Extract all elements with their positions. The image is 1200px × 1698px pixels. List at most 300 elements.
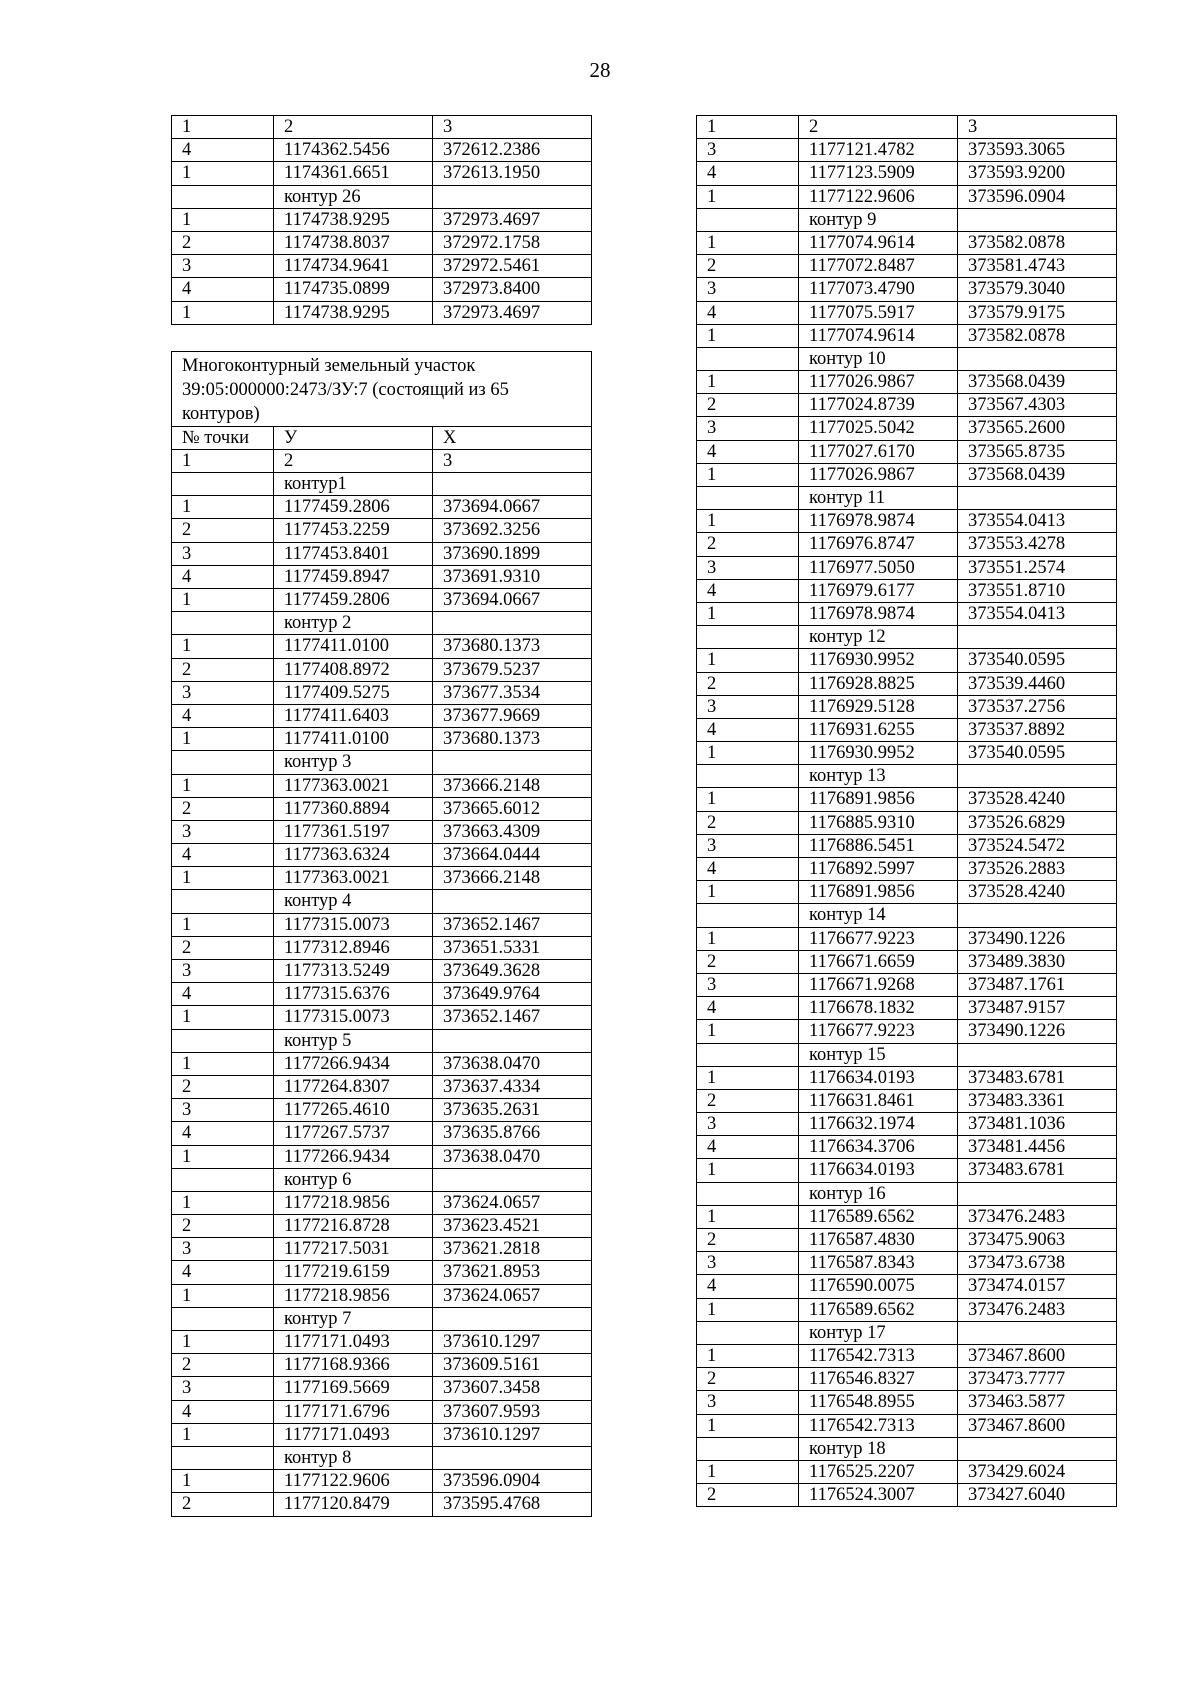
point-number-cell bbox=[697, 1437, 799, 1460]
x-coordinate-cell: 372973.4697 bbox=[433, 208, 592, 231]
y-coordinate-cell: 1176634.0193 bbox=[799, 1066, 958, 1089]
contour-header-row bbox=[697, 904, 1117, 927]
point-number-cell: 4 bbox=[172, 1122, 274, 1145]
point-number-cell: 1 bbox=[697, 231, 799, 254]
y-coordinate-cell: 1176976.8747 bbox=[799, 533, 958, 556]
x-coordinate-cell bbox=[433, 751, 592, 774]
x-coordinate-cell: 373524.5472 bbox=[958, 834, 1117, 857]
y-coordinate-cell: 1176632.1974 bbox=[799, 1113, 958, 1136]
right-column bbox=[696, 115, 1117, 1507]
y-coordinate-cell: 1176677.9223 bbox=[799, 1020, 958, 1043]
x-coordinate-cell: 373476.2483 bbox=[958, 1205, 1117, 1228]
table-row bbox=[697, 742, 1117, 765]
point-number-cell: 1 bbox=[697, 116, 799, 139]
table-row bbox=[172, 867, 592, 890]
x-coordinate-cell: 373476.2483 bbox=[958, 1298, 1117, 1321]
point-number-cell: 3 bbox=[172, 542, 274, 565]
point-number-cell: 3 bbox=[697, 556, 799, 579]
point-number-cell: 1 bbox=[697, 602, 799, 625]
x-coordinate-cell: 373609.5161 bbox=[433, 1354, 592, 1377]
table-row bbox=[697, 324, 1117, 347]
y-coordinate-cell: 1176886.5451 bbox=[799, 834, 958, 857]
coordinates-table-continued bbox=[171, 115, 592, 325]
x-coordinate-cell: 373595.4768 bbox=[433, 1493, 592, 1516]
x-coordinate-cell: 373593.9200 bbox=[958, 162, 1117, 185]
x-coordinate-cell: 373666.2148 bbox=[433, 774, 592, 797]
y-coordinate-cell: 1176524.3007 bbox=[799, 1484, 958, 1507]
point-number-cell bbox=[697, 1043, 799, 1066]
x-coordinate-cell: 373677.3534 bbox=[433, 681, 592, 704]
table-row bbox=[172, 1215, 592, 1238]
x-coordinate-cell: 373528.4240 bbox=[958, 881, 1117, 904]
table-row bbox=[172, 565, 592, 588]
y-coordinate-cell: 1176546.8327 bbox=[799, 1368, 958, 1391]
x-coordinate-cell: 373582.0878 bbox=[958, 324, 1117, 347]
point-number-cell bbox=[697, 765, 799, 788]
x-coordinate-cell: 373490.1226 bbox=[958, 1020, 1117, 1043]
x-coordinate-cell: 373652.1467 bbox=[433, 1006, 592, 1029]
contour-label: контур 17 bbox=[799, 1321, 958, 1344]
y-coordinate-cell: 1174735.0899 bbox=[274, 278, 433, 301]
x-coordinate-cell: 373567.4303 bbox=[958, 394, 1117, 417]
y-coordinate-cell: 1176548.8955 bbox=[799, 1391, 958, 1414]
point-number-cell: 3 bbox=[697, 139, 799, 162]
point-number-cell: № точки bbox=[172, 426, 274, 449]
x-coordinate-cell: 373607.3458 bbox=[433, 1377, 592, 1400]
point-number-cell: 4 bbox=[697, 579, 799, 602]
table-row bbox=[172, 519, 592, 542]
table-row bbox=[697, 997, 1117, 1020]
y-coordinate-cell: 1176634.3706 bbox=[799, 1136, 958, 1159]
y-coordinate-cell: 1176885.9310 bbox=[799, 811, 958, 834]
y-coordinate-cell: 1177218.9856 bbox=[274, 1284, 433, 1307]
y-coordinate-cell: 1176978.9874 bbox=[799, 602, 958, 625]
point-number-cell: 2 bbox=[697, 533, 799, 556]
point-number-cell: 1 bbox=[697, 1020, 799, 1043]
point-number-cell: 2 bbox=[697, 1229, 799, 1252]
table-row bbox=[172, 1400, 592, 1423]
point-number-cell: 1 bbox=[172, 1145, 274, 1168]
x-coordinate-cell: 373638.0470 bbox=[433, 1145, 592, 1168]
table-row bbox=[697, 1414, 1117, 1437]
x-coordinate-cell: 373621.8953 bbox=[433, 1261, 592, 1284]
point-number-cell: 1 bbox=[697, 927, 799, 950]
table-row bbox=[697, 1113, 1117, 1136]
contour-label: контур1 bbox=[274, 473, 433, 496]
table-row bbox=[697, 1066, 1117, 1089]
x-coordinate-cell: 373610.1297 bbox=[433, 1423, 592, 1446]
x-coordinate-cell: 372612.2386 bbox=[433, 139, 592, 162]
point-number-cell: 3 bbox=[697, 834, 799, 857]
x-coordinate-cell: 373528.4240 bbox=[958, 788, 1117, 811]
y-coordinate-cell: 1177459.2806 bbox=[274, 496, 433, 519]
y-coordinate-cell: 1177315.0073 bbox=[274, 1006, 433, 1029]
y-coordinate-cell: 1176678.1832 bbox=[799, 997, 958, 1020]
table-row bbox=[697, 1275, 1117, 1298]
x-coordinate-cell bbox=[433, 1307, 592, 1330]
y-coordinate-cell: У bbox=[274, 426, 433, 449]
y-coordinate-cell: 1176677.9223 bbox=[799, 927, 958, 950]
table-row bbox=[697, 185, 1117, 208]
table-row bbox=[697, 649, 1117, 672]
x-coordinate-cell: 372973.8400 bbox=[433, 278, 592, 301]
y-coordinate-cell: 1177171.0493 bbox=[274, 1331, 433, 1354]
point-number-cell: 4 bbox=[697, 1136, 799, 1159]
table-row bbox=[697, 695, 1117, 718]
point-number-cell: 4 bbox=[172, 278, 274, 301]
point-number-cell: 2 bbox=[172, 936, 274, 959]
contour-label: контур 18 bbox=[799, 1437, 958, 1460]
table-row bbox=[697, 440, 1117, 463]
y-coordinate-cell: 1177169.5669 bbox=[274, 1377, 433, 1400]
y-coordinate-cell: 1174361.6651 bbox=[274, 162, 433, 185]
y-coordinate-cell: 1176671.6659 bbox=[799, 950, 958, 973]
table-row bbox=[172, 278, 592, 301]
table-row bbox=[697, 858, 1117, 881]
point-number-cell: 2 bbox=[172, 1215, 274, 1238]
y-coordinate-cell: 1174734.9641 bbox=[274, 255, 433, 278]
table-row bbox=[697, 394, 1117, 417]
x-coordinate-cell: 373624.0657 bbox=[433, 1191, 592, 1214]
point-number-cell: 1 bbox=[172, 867, 274, 890]
y-coordinate-cell: 1176590.0075 bbox=[799, 1275, 958, 1298]
x-coordinate-cell bbox=[958, 487, 1117, 510]
table-row bbox=[697, 463, 1117, 486]
table-row bbox=[697, 1252, 1117, 1275]
point-number-cell: 2 bbox=[172, 519, 274, 542]
x-coordinate-cell: 372973.4697 bbox=[433, 301, 592, 324]
y-coordinate-cell: 1177122.9606 bbox=[799, 185, 958, 208]
point-number-cell: 2 bbox=[697, 811, 799, 834]
point-number-cell: 1 bbox=[172, 496, 274, 519]
table-row bbox=[697, 1460, 1117, 1483]
point-number-cell: 1 bbox=[697, 463, 799, 486]
x-coordinate-cell: 373579.9175 bbox=[958, 301, 1117, 324]
y-coordinate-cell: 1176891.9856 bbox=[799, 788, 958, 811]
table-row bbox=[172, 449, 592, 472]
point-number-cell: 1 bbox=[697, 1414, 799, 1437]
contour-label: контур 8 bbox=[274, 1446, 433, 1469]
y-coordinate-cell: 1177026.9867 bbox=[799, 463, 958, 486]
contour-label: контур 13 bbox=[799, 765, 958, 788]
y-coordinate-cell: 1176589.6562 bbox=[799, 1298, 958, 1321]
point-number-cell: 3 bbox=[172, 255, 274, 278]
y-coordinate-cell: 1177411.6403 bbox=[274, 704, 433, 727]
table-row bbox=[172, 231, 592, 254]
point-number-cell: 3 bbox=[172, 681, 274, 704]
point-number-cell: 1 bbox=[172, 301, 274, 324]
table-row bbox=[172, 1145, 592, 1168]
y-coordinate-cell: 1177315.0073 bbox=[274, 913, 433, 936]
point-number-cell: 4 bbox=[697, 162, 799, 185]
x-coordinate-cell: 3 bbox=[958, 116, 1117, 139]
x-coordinate-cell: 373637.4334 bbox=[433, 1075, 592, 1098]
x-coordinate-cell: 373540.0595 bbox=[958, 742, 1117, 765]
x-coordinate-cell: 372972.5461 bbox=[433, 255, 592, 278]
x-coordinate-cell: 373568.0439 bbox=[958, 463, 1117, 486]
x-coordinate-cell bbox=[958, 904, 1117, 927]
point-number-cell: 1 bbox=[172, 162, 274, 185]
x-coordinate-cell: 373487.9157 bbox=[958, 997, 1117, 1020]
x-coordinate-cell: 373664.0444 bbox=[433, 844, 592, 867]
point-number-cell bbox=[172, 751, 274, 774]
point-number-cell: 1 bbox=[697, 510, 799, 533]
y-coordinate-cell: 1177219.6159 bbox=[274, 1261, 433, 1284]
table-row bbox=[697, 417, 1117, 440]
y-coordinate-cell: 1177264.8307 bbox=[274, 1075, 433, 1098]
point-number-cell: 3 bbox=[697, 1252, 799, 1275]
y-coordinate-cell: 1176892.5997 bbox=[799, 858, 958, 881]
table-row bbox=[172, 1331, 592, 1354]
table-row bbox=[172, 1052, 592, 1075]
point-number-cell: 1 bbox=[172, 1423, 274, 1446]
y-coordinate-cell: 1177363.6324 bbox=[274, 844, 433, 867]
x-coordinate-cell: 373467.8600 bbox=[958, 1414, 1117, 1437]
table-row bbox=[172, 542, 592, 565]
x-coordinate-cell bbox=[433, 1029, 592, 1052]
contour-label: контур 15 bbox=[799, 1043, 958, 1066]
point-number-cell: 2 bbox=[172, 658, 274, 681]
y-coordinate-cell: 1177459.2806 bbox=[274, 589, 433, 612]
table-row bbox=[172, 1261, 592, 1284]
x-coordinate-cell: 373652.1467 bbox=[433, 913, 592, 936]
contour-label: контур 12 bbox=[799, 626, 958, 649]
y-coordinate-cell: 2 bbox=[799, 116, 958, 139]
x-coordinate-cell: 373679.5237 bbox=[433, 658, 592, 681]
x-coordinate-cell: 3 bbox=[433, 449, 592, 472]
point-number-cell bbox=[172, 1307, 274, 1330]
x-coordinate-cell: 373691.9310 bbox=[433, 565, 592, 588]
contour-label: контур 2 bbox=[274, 612, 433, 635]
table-row bbox=[172, 426, 592, 449]
multicontour-plot-table bbox=[171, 351, 592, 1517]
point-number-cell: 1 bbox=[697, 185, 799, 208]
x-coordinate-cell: 372972.1758 bbox=[433, 231, 592, 254]
y-coordinate-cell: 1176928.8825 bbox=[799, 672, 958, 695]
y-coordinate-cell: 1176525.2207 bbox=[799, 1460, 958, 1483]
contour-header-row bbox=[172, 1168, 592, 1191]
x-coordinate-cell: 373635.8766 bbox=[433, 1122, 592, 1145]
left-column bbox=[171, 115, 592, 1517]
y-coordinate-cell: 1177313.5249 bbox=[274, 960, 433, 983]
y-coordinate-cell: 1176929.5128 bbox=[799, 695, 958, 718]
table-row bbox=[172, 913, 592, 936]
y-coordinate-cell: 1174362.5456 bbox=[274, 139, 433, 162]
point-number-cell: 2 bbox=[172, 797, 274, 820]
table-row bbox=[172, 1470, 592, 1493]
contour-label: контур 16 bbox=[799, 1182, 958, 1205]
x-coordinate-cell bbox=[958, 1437, 1117, 1460]
y-coordinate-cell: 1177171.6796 bbox=[274, 1400, 433, 1423]
x-coordinate-cell bbox=[958, 1321, 1117, 1344]
x-coordinate-cell: 373429.6024 bbox=[958, 1460, 1117, 1483]
point-number-cell: 4 bbox=[172, 1261, 274, 1284]
table-row bbox=[697, 950, 1117, 973]
table-row bbox=[697, 1484, 1117, 1507]
y-coordinate-cell: 1177217.5031 bbox=[274, 1238, 433, 1261]
table-body bbox=[172, 116, 592, 325]
y-coordinate-cell: 2 bbox=[274, 116, 433, 139]
y-coordinate-cell: 1176634.0193 bbox=[799, 1159, 958, 1182]
y-coordinate-cell: 1176631.8461 bbox=[799, 1089, 958, 1112]
y-coordinate-cell: 1177361.5197 bbox=[274, 820, 433, 843]
y-coordinate-cell: 1176587.4830 bbox=[799, 1229, 958, 1252]
point-number-cell: 3 bbox=[697, 278, 799, 301]
point-number-cell: 3 bbox=[172, 1238, 274, 1261]
point-number-cell: 2 bbox=[697, 255, 799, 278]
contour-header-row bbox=[697, 1437, 1117, 1460]
table-row bbox=[172, 1354, 592, 1377]
table-row bbox=[172, 1006, 592, 1029]
table-row bbox=[172, 728, 592, 751]
y-coordinate-cell: 1177027.6170 bbox=[799, 440, 958, 463]
y-coordinate-cell: 1177363.0021 bbox=[274, 867, 433, 890]
x-coordinate-cell bbox=[433, 185, 592, 208]
x-coordinate-cell: 373665.6012 bbox=[433, 797, 592, 820]
contour-header-row bbox=[697, 487, 1117, 510]
table-row bbox=[172, 681, 592, 704]
point-number-cell: 4 bbox=[697, 1275, 799, 1298]
contour-header-row bbox=[172, 890, 592, 913]
x-coordinate-cell: 3 bbox=[433, 116, 592, 139]
y-coordinate-cell: 1177267.5737 bbox=[274, 1122, 433, 1145]
point-number-cell: 2 bbox=[697, 394, 799, 417]
table-row bbox=[697, 301, 1117, 324]
point-number-cell bbox=[697, 904, 799, 927]
contour-label: контур 6 bbox=[274, 1168, 433, 1191]
point-number-cell: 2 bbox=[172, 1354, 274, 1377]
point-number-cell: 3 bbox=[697, 973, 799, 996]
point-number-cell: 1 bbox=[172, 208, 274, 231]
y-coordinate-cell: 1177123.5909 bbox=[799, 162, 958, 185]
page-number: 28 bbox=[589, 58, 611, 82]
point-number-cell: 1 bbox=[172, 116, 274, 139]
table-title-row bbox=[172, 351, 592, 426]
contour-header-row bbox=[172, 751, 592, 774]
table-row bbox=[697, 116, 1117, 139]
table-row bbox=[172, 844, 592, 867]
x-coordinate-cell: 373483.6781 bbox=[958, 1066, 1117, 1089]
table-row bbox=[172, 1423, 592, 1446]
x-coordinate-cell: 373680.1373 bbox=[433, 728, 592, 751]
y-coordinate-cell: 1177453.2259 bbox=[274, 519, 433, 542]
point-number-cell: 1 bbox=[697, 1159, 799, 1182]
point-number-cell: 3 bbox=[172, 1377, 274, 1400]
point-number-cell: 2 bbox=[697, 1089, 799, 1112]
y-coordinate-cell: 1177411.0100 bbox=[274, 635, 433, 658]
point-number-cell: 1 bbox=[172, 635, 274, 658]
x-coordinate-cell: 373427.6040 bbox=[958, 1484, 1117, 1507]
point-number-cell: 2 bbox=[697, 1484, 799, 1507]
table-row bbox=[697, 1020, 1117, 1043]
x-coordinate-cell: 373694.0667 bbox=[433, 589, 592, 612]
y-coordinate-cell: 1177121.4782 bbox=[799, 139, 958, 162]
x-coordinate-cell: 373593.3065 bbox=[958, 139, 1117, 162]
table-row bbox=[697, 139, 1117, 162]
point-number-cell: 1 bbox=[172, 1284, 274, 1307]
table-row bbox=[697, 881, 1117, 904]
x-coordinate-cell: 373663.4309 bbox=[433, 820, 592, 843]
y-coordinate-cell: 1177026.9867 bbox=[799, 371, 958, 394]
point-number-cell: 2 bbox=[697, 672, 799, 695]
y-coordinate-cell: 1177122.9606 bbox=[274, 1470, 433, 1493]
table-row bbox=[697, 255, 1117, 278]
x-coordinate-cell: 373623.4521 bbox=[433, 1215, 592, 1238]
x-coordinate-cell: 373537.2756 bbox=[958, 695, 1117, 718]
point-number-cell bbox=[697, 626, 799, 649]
point-number-cell: 1 bbox=[697, 788, 799, 811]
table-row bbox=[697, 718, 1117, 741]
contour-header-row bbox=[697, 347, 1117, 370]
x-coordinate-cell: 373553.4278 bbox=[958, 533, 1117, 556]
x-coordinate-cell: 373554.0413 bbox=[958, 602, 1117, 625]
table-row bbox=[172, 797, 592, 820]
contour-header-row bbox=[697, 208, 1117, 231]
y-coordinate-cell: 1177168.9366 bbox=[274, 1354, 433, 1377]
table-row bbox=[172, 820, 592, 843]
point-number-cell: 1 bbox=[697, 371, 799, 394]
table-row bbox=[697, 1368, 1117, 1391]
x-coordinate-cell bbox=[958, 347, 1117, 370]
y-coordinate-cell: 1177120.8479 bbox=[274, 1493, 433, 1516]
x-coordinate-cell: 373649.3628 bbox=[433, 960, 592, 983]
x-coordinate-cell bbox=[433, 1446, 592, 1469]
point-number-cell: 4 bbox=[172, 983, 274, 1006]
y-coordinate-cell: 1176542.7313 bbox=[799, 1344, 958, 1367]
table-row bbox=[172, 658, 592, 681]
point-number-cell: 4 bbox=[172, 139, 274, 162]
table-row bbox=[697, 834, 1117, 857]
x-coordinate-cell: 373596.0904 bbox=[958, 185, 1117, 208]
x-coordinate-cell: 373581.4743 bbox=[958, 255, 1117, 278]
table-row bbox=[172, 983, 592, 1006]
y-coordinate-cell: 1177171.0493 bbox=[274, 1423, 433, 1446]
y-coordinate-cell: 1177073.4790 bbox=[799, 278, 958, 301]
point-number-cell: 1 bbox=[697, 324, 799, 347]
x-coordinate-cell: 373624.0657 bbox=[433, 1284, 592, 1307]
table-row bbox=[697, 1229, 1117, 1252]
table-row bbox=[697, 811, 1117, 834]
x-coordinate-cell bbox=[433, 1168, 592, 1191]
contour-header-row bbox=[697, 1043, 1117, 1066]
x-coordinate-cell: 373473.6738 bbox=[958, 1252, 1117, 1275]
y-coordinate-cell: 1177266.9434 bbox=[274, 1145, 433, 1168]
point-number-cell: 1 bbox=[697, 881, 799, 904]
table-row bbox=[697, 1391, 1117, 1414]
point-number-cell bbox=[172, 890, 274, 913]
x-coordinate-cell: 373481.4456 bbox=[958, 1136, 1117, 1159]
x-coordinate-cell: 373474.0157 bbox=[958, 1275, 1117, 1298]
table-body bbox=[697, 116, 1117, 1507]
table-row bbox=[172, 1099, 592, 1122]
table-gap bbox=[171, 325, 592, 351]
table-row bbox=[697, 371, 1117, 394]
y-coordinate-cell: 1177218.9856 bbox=[274, 1191, 433, 1214]
point-number-cell bbox=[697, 1182, 799, 1205]
y-coordinate-cell: 1176587.8343 bbox=[799, 1252, 958, 1275]
point-number-cell bbox=[697, 208, 799, 231]
x-coordinate-cell bbox=[958, 765, 1117, 788]
y-coordinate-cell: 1177409.5275 bbox=[274, 681, 433, 704]
x-coordinate-cell: 373481.1036 bbox=[958, 1113, 1117, 1136]
point-number-cell: 1 bbox=[697, 1066, 799, 1089]
y-coordinate-cell: 1177265.4610 bbox=[274, 1099, 433, 1122]
contour-header-row bbox=[697, 1321, 1117, 1344]
point-number-cell: 1 bbox=[172, 1191, 274, 1214]
x-coordinate-cell: Х bbox=[433, 426, 592, 449]
table-row bbox=[172, 301, 592, 324]
table-row bbox=[172, 116, 592, 139]
